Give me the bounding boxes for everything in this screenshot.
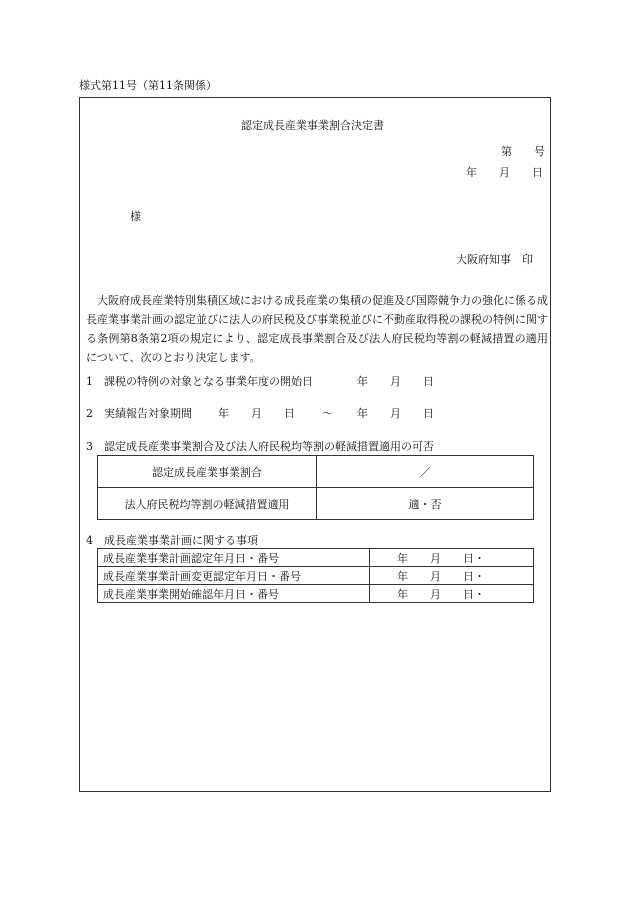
- document-number: 第 号: [501, 145, 545, 158]
- table-cell-label: 成長産業事業開始確認年月日・番号: [98, 585, 370, 603]
- table-cell-label: 認定成長産業事業割合: [98, 456, 317, 488]
- table-row: [98, 567, 534, 585]
- document-title: 認定成長産業事業割合決定書: [241, 119, 384, 132]
- table-row: [98, 549, 534, 567]
- table-cell-value: 年 月 日・: [370, 567, 534, 585]
- table-cell-label: 成長産業事業計画変更認定年月日・番号: [98, 567, 370, 585]
- item2-from-date: 年 月 日: [218, 407, 295, 420]
- item2-to-date: 年 月 日: [357, 407, 434, 420]
- document-date: 年 月 日: [466, 166, 543, 179]
- item3-table: [97, 455, 534, 520]
- item1-date: 年 月 日: [357, 375, 434, 388]
- table-row: [98, 585, 534, 603]
- form-number: 様式第11号（第11条関係）: [79, 79, 217, 92]
- item4-table: [97, 548, 534, 603]
- issuer: 大阪府知事 印: [456, 253, 533, 266]
- item4-label: 4 成長産業事業計画に関する事項: [86, 534, 258, 547]
- item2-separator: ～: [322, 407, 333, 420]
- item3-label: 3 認定成長産業事業割合及び法人府民税均等割の軽減措置適用の可否: [86, 440, 434, 453]
- table-cell-label: 成長産業事業計画認定年月日・番号: [98, 549, 370, 567]
- table-row: [98, 488, 534, 520]
- table-cell-value: 年 月 日・: [370, 549, 534, 567]
- body-text: 大阪府成長産業特別集積区域における成長産業の集積の促進及び国際競争力の強化に係る成長産業事業計画の認定並びに法人の府民税及び事業税並びに不動産取得税の課税の特例に関する条例第8条第2項の規定により、認定成長事業割合及び法人府民税均等割の軽減措置の適用について、次のとおり決定します。: [86, 294, 548, 364]
- table-cell-value: ／: [317, 456, 534, 488]
- table-cell-label: 法人府民税均等割の軽減措置適用: [98, 488, 317, 520]
- table-cell-value: 適・否: [317, 488, 534, 520]
- addressee: 様: [130, 210, 141, 223]
- item1-label: 1 課税の特例の対象となる事業年度の開始日: [86, 375, 313, 388]
- table-cell-value: 年 月 日・: [370, 585, 534, 603]
- table-row: [98, 456, 534, 488]
- item2-label: 2 実績報告対象期間: [86, 407, 192, 420]
